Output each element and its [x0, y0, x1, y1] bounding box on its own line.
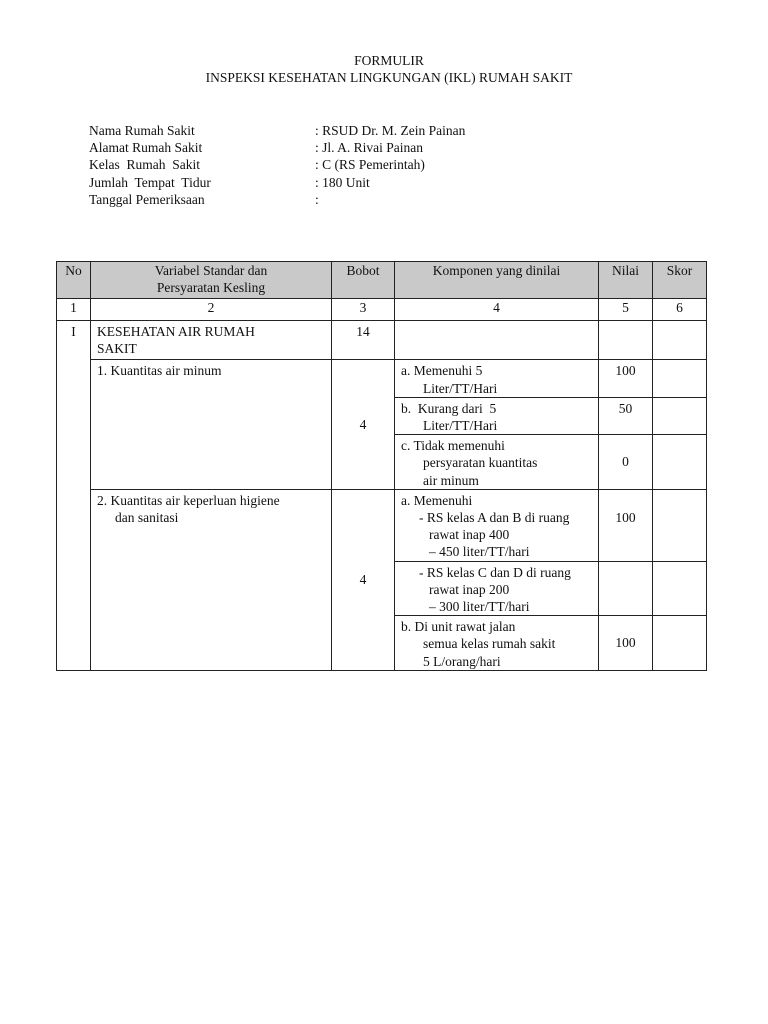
- item2-a-nilai: 100: [599, 489, 653, 561]
- section-title: [91, 321, 332, 360]
- title-line-1: FORMULIR: [354, 53, 424, 68]
- item2-component-a2: [395, 561, 599, 616]
- skor-cell: [653, 435, 707, 490]
- item2-bobot: 4: [332, 489, 395, 670]
- info-value: :: [315, 191, 319, 207]
- column-number-row: [57, 299, 707, 321]
- item2-b-nilai: 100: [599, 616, 653, 671]
- section-title-line-1: KESEHATAN AIR RUMAH: [97, 324, 255, 339]
- item1-component-a: [395, 360, 599, 397]
- inspection-table: [56, 261, 707, 671]
- empty-cell: [653, 321, 707, 360]
- item2-a-line-1: a. Memenuhi: [401, 492, 473, 508]
- section-bobot: 14: [332, 321, 395, 360]
- item2-a2-line-2: rawat inap 200: [429, 581, 510, 597]
- empty-cell: [395, 321, 599, 360]
- table-row: [57, 489, 707, 561]
- item1-b-line-2: Liter/TT/Hari: [423, 418, 498, 434]
- col-number: 6: [653, 299, 707, 321]
- section-number: I: [57, 321, 91, 671]
- table-header-row: [57, 262, 707, 299]
- section-row: [57, 321, 707, 360]
- table-row: [57, 360, 707, 397]
- item1-a-line-2: Liter/TT/Hari: [423, 380, 498, 396]
- item1-c-line-1: c. Tidak memenuhi: [401, 438, 505, 454]
- header-variabel: [91, 262, 332, 299]
- item2-component-b: [395, 616, 599, 671]
- item2-b-line-1: b. Di unit rawat jalan: [401, 619, 516, 635]
- item2-a2-nilai: [599, 561, 653, 616]
- header-nilai: Nilai: [599, 262, 653, 299]
- col-number: 2: [91, 299, 332, 321]
- info-value: : 180 Unit: [315, 174, 370, 190]
- info-label: Tanggal Pemeriksaan: [89, 191, 205, 207]
- skor-cell: [653, 397, 707, 434]
- item2-a-line-4: – 450 liter/TT/hari: [429, 544, 530, 560]
- item2-b-line-3: 5 L/orang/hari: [423, 653, 501, 669]
- header-skor: Skor: [653, 262, 707, 299]
- item2-label: [91, 489, 332, 670]
- item1-c-nilai: 0: [599, 435, 653, 490]
- header-no: No: [57, 262, 91, 299]
- item2-component-a: [395, 489, 599, 561]
- col-number: 5: [599, 299, 653, 321]
- item1-bobot: 4: [332, 360, 395, 489]
- item1-label: 1. Kuantitas air minum: [91, 360, 332, 489]
- info-label: Jumlah Tempat Tidur: [89, 174, 211, 190]
- header-variabel-line-2: Persyaratan Kesling: [156, 280, 266, 296]
- info-label: Alamat Rumah Sakit: [89, 140, 203, 156]
- section-title-line-2: SAKIT: [97, 341, 137, 357]
- info-value: : Jl. A. Rivai Painan: [315, 140, 423, 156]
- info-value: : RSUD Dr. M. Zein Painan: [315, 123, 466, 138]
- header-bobot: Bobot: [332, 262, 395, 299]
- item2-label-line-1: 2. Kuantitas air keperluan higiene: [97, 492, 280, 508]
- item1-c-line-3: air minum: [423, 472, 479, 488]
- skor-cell: [653, 616, 707, 671]
- header-variabel-line-1: Variabel Standar dan: [154, 263, 268, 278]
- item1-component-c: [395, 435, 599, 490]
- info-value: : C (RS Pemerintah): [315, 157, 425, 173]
- item1-c-line-2: persyaratan kuantitas: [423, 455, 538, 471]
- item2-label-line-2: dan sanitasi: [115, 510, 179, 526]
- header-komponen: Komponen yang dinilai: [395, 262, 599, 299]
- item2-a-line-3: rawat inap 400: [429, 527, 510, 543]
- info-label: Nama Rumah Sakit: [89, 123, 195, 138]
- title-line-2: INSPEKSI KESEHATAN LINGKUNGAN (IKL) RUMAH SAKIT: [205, 70, 573, 85]
- item1-b-nilai: 50: [599, 397, 653, 434]
- item2-a2-line-1: - RS kelas C dan D di ruang: [419, 564, 571, 580]
- info-label: Kelas Rumah Sakit: [89, 157, 200, 173]
- item1-b-line-1: b. Kurang dari 5: [401, 400, 497, 416]
- item2-b-line-2: semua kelas rumah sakit: [423, 636, 556, 652]
- skor-cell: [653, 360, 707, 397]
- skor-cell: [653, 561, 707, 616]
- col-number: 1: [57, 299, 91, 321]
- item2-a-line-2: - RS kelas A dan B di ruang: [419, 510, 570, 526]
- item2-a2-line-3: – 300 liter/TT/hari: [429, 599, 530, 615]
- item1-a-line-1: a. Memenuhi 5: [401, 363, 483, 379]
- skor-cell: [653, 489, 707, 561]
- form-title: [0, 52, 768, 86]
- col-number: 4: [395, 299, 599, 321]
- col-number: 3: [332, 299, 395, 321]
- empty-cell: [599, 321, 653, 360]
- item1-component-b: [395, 397, 599, 434]
- item1-a-nilai: 100: [599, 360, 653, 397]
